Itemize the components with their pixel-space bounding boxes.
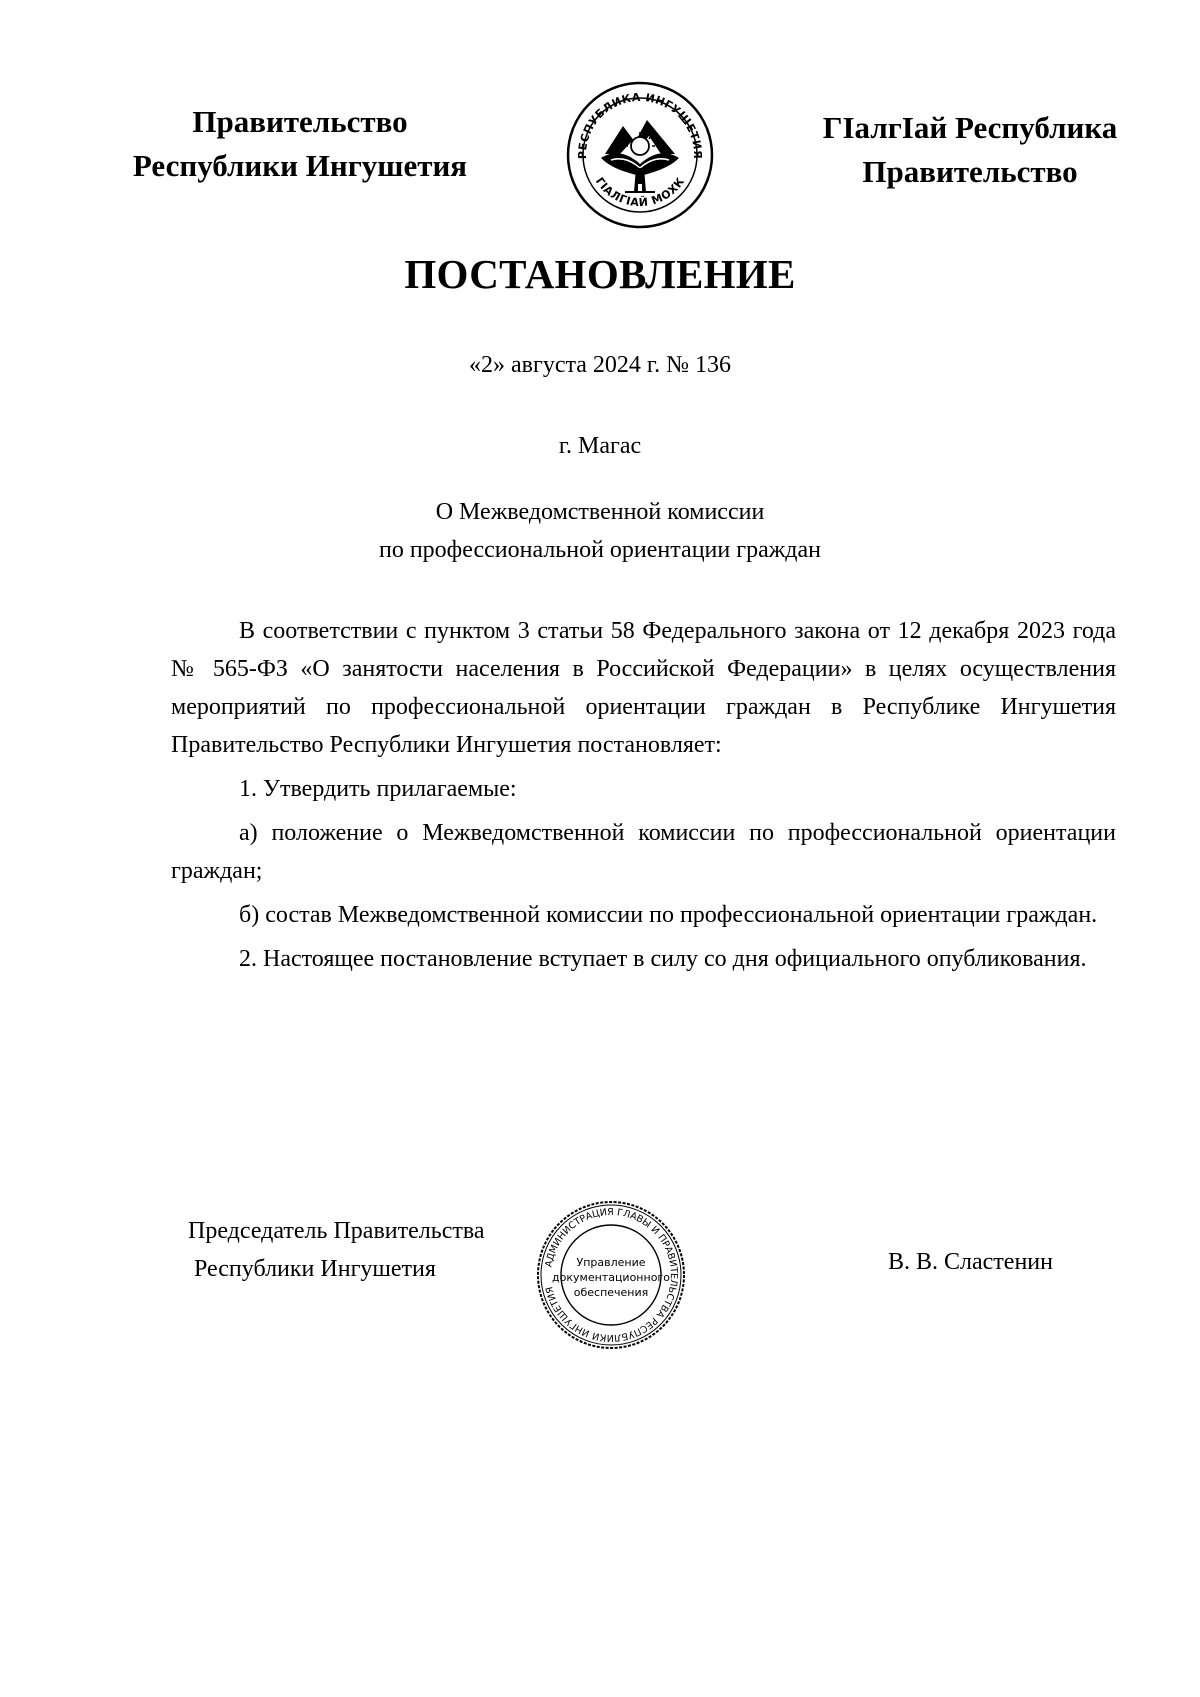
official-stamp: [534, 1198, 688, 1352]
city: г. Магас: [558, 433, 642, 459]
header-right-line2: Правительство: [862, 154, 1078, 189]
coat-of-arms-emblem: [565, 80, 715, 230]
header-right-line1: ГIалгIай Республика: [822, 110, 1118, 145]
item-1b: б) состав Межведомственной комиссии по профессиональной ориентации граждан.: [239, 902, 1098, 928]
item-1: 1. Утвердить прилагаемые:: [239, 776, 517, 802]
header-left-line1: Правительство: [192, 104, 408, 139]
item-1a: а) положение о Межведомственной комиссии по профессиональной ориентации граждан;: [171, 820, 1116, 884]
stamp-ring-text: АДМИНИСТРАЦИЯ ГЛАВЫ И ПРАВИТЕЛЬСТВА РЕСПУБЛИКИ ИНГУШЕТИЯ: [543, 1206, 680, 1344]
item-2: 2. Настоящее постановление вступает в силу со дня официального опубликования.: [239, 946, 1087, 972]
date-and-number: «2» августа 2024 г. № 136: [469, 352, 731, 378]
header-left: [100, 100, 500, 188]
stamp-line2: документационного: [552, 1271, 670, 1284]
header-left-line2: Республики Ингушетия: [132, 148, 468, 183]
preamble-paragraph: В соответствии с пунктом 3 статьи 58 Федерального закона от 12 декабря 2023 года № 565-ФЗ «О занятости населения в Российской Федерации» в целях осуществления мероприятий по профессиональной ориентации граждан в Республике Ингушетия Правительство Республики Ингушетия постановляет:: [171, 618, 1116, 758]
subject-line1: О Межведомственной комиссии: [435, 499, 765, 525]
document-title: ПОСТАНОВЛЕНИЕ: [404, 251, 796, 297]
emblem-text-top: РЕСПУБЛИКА ИНГУШЕТИЯ: [575, 90, 705, 160]
signer-title-line1: Председатель Правительства: [188, 1218, 485, 1244]
signer-name: В. В. Сластенин: [888, 1249, 1053, 1275]
header-right: [780, 106, 1160, 194]
emblem-text-bottom: ГIАЛГIАЙ МОХК: [592, 174, 688, 210]
signer-title-line2: Республики Ингушетия: [194, 1256, 436, 1282]
signer-title: [188, 1212, 485, 1288]
stamp-line3: обеспечения: [573, 1286, 649, 1299]
document-body: [171, 612, 1116, 984]
document-subject: [0, 493, 1200, 569]
subject-line2: по профессиональной ориентации граждан: [378, 537, 822, 563]
stamp-line1: Управление: [576, 1256, 646, 1269]
